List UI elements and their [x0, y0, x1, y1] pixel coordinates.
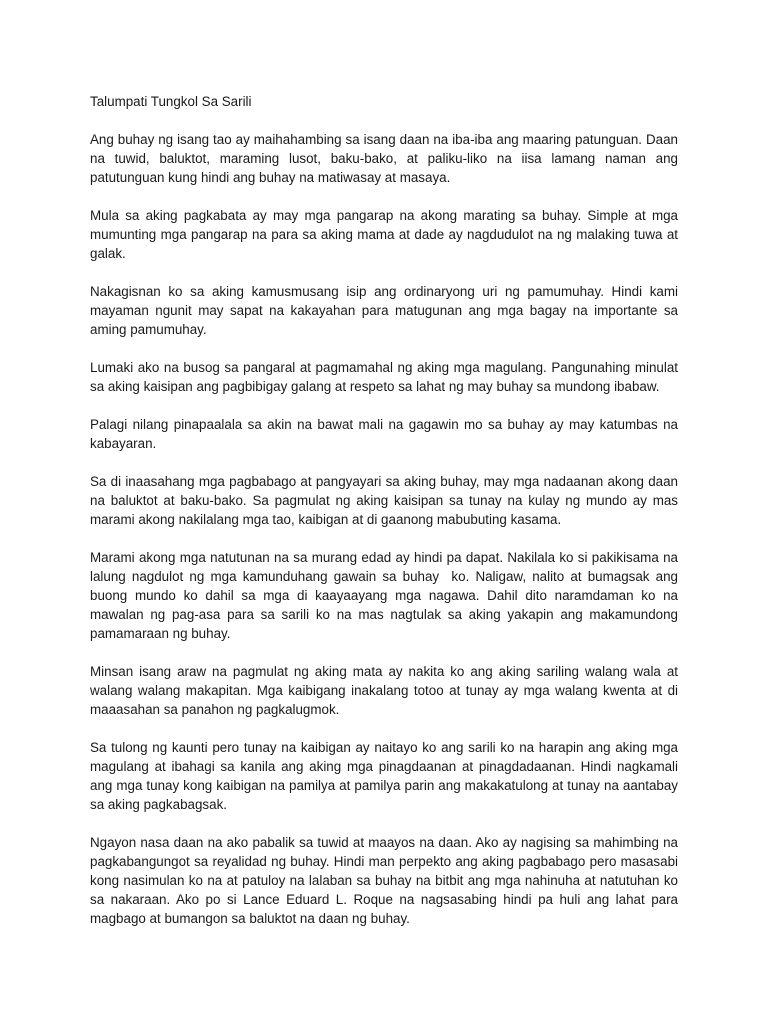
paragraph-2: Mula sa aking pagkabata ay may mga pangarap na akong marating sa buhay. Simple at mga mumunting mga pangarap na para sa aking mama at dade ay nagdudulot na ng malaking tuwa at galak. [90, 208, 682, 261]
paragraph-9: Sa tulong ng kaunti pero tunay na kaibigan ay naitayo ko ang sarili ko na harapin ang aking mga magulang at ibahagi sa kanila ang aking mga pinagdaanan at pinagdadaanan. Hindi nagkamali ang mga tunay kong kaibigan na pamilya at pamilya parin ang makakatulong at tunay na aantabay sa aking pagkabagsak. [90, 740, 682, 812]
paragraph-7: Marami akong mga natutunan na sa murang edad ay hindi pa dapat. Nakilala ko si pakikisama na lalung nagdulot ng mga kamunduhang gawain sa buhay ko. Naligaw, nalito at bumagsak ang buong mundo ko dahil sa mga di kaayaayang mga nagawa. Dahil dito naramdaman ko na mawalan ng pag-asa para sa sarili ko na mas nagtulak sa aking yakapin ang makamundong pamamaraan ng buhay. [90, 550, 682, 641]
document-title: Talumpati Tungkol Sa Sarili [90, 94, 252, 109]
paragraph-10: Ngayon nasa daan na ako pabalik sa tuwid at maayos na daan. Ako ay nagising sa mahimbing na pagkabangungot sa reyalidad ng buhay. Hindi man perpekto ang aking pagbabago pero masasabi kong nasimulan ko na at patuloy na lalaban sa buhay na bitbit ang mga nahinuha at natutuhan ko sa nakaraan. Ako po si Lance Eduard L. Roque na nagsasabing hindi pa huli ang lahat para magbago at bumangon sa baluktot na daan ng buhay. [90, 835, 682, 926]
paragraph-6: Sa di inaasahang mga pagbabago at pangyayari sa aking buhay, may mga nadaanan akong daan na baluktot at baku-bako. Sa pagmulat ng aking kaisipan sa tunay na kulay ng mundo ay mas marami akong nakilalang mga tao, kaibigan at di gaanong mabubuting kasama. [90, 474, 682, 527]
document-page [90, 92, 682, 947]
paragraph-8: Minsan isang araw na pagmulat ng aking mata ay nakita ko ang aking sariling walang wala at walang walang makapitan. Mga kaibigang inakalang totoo at tunay ay mga walang kwenta at di maaasahan sa panahon ng pagkalugmok. [90, 664, 682, 717]
paragraph-3: Nakagisnan ko sa aking kamusmusang isip ang ordinaryong uri ng pamumuhay. Hindi kami mayaman ngunit may sapat na kakayahan para matugunan ang mga bagay na importante sa aming pamumuhay. [90, 284, 682, 337]
paragraph-1: Ang buhay ng isang tao ay maihahambing sa isang daan na iba-iba ang maaring patunguan. Daan na tuwid, baluktot, maraming lusot, baku-bako, at paliku-liko na iisa lamang naman ang patutunguan kung hindi ang buhay na matiwasay at masaya. [90, 132, 682, 185]
paragraph-5: Palagi nilang pinapaalala sa akin na bawat mali na gagawin mo sa buhay ay may katumbas na kabayaran. [90, 417, 682, 451]
paragraph-4: Lumaki ako na busog sa pangaral at pagmamahal ng aking mga magulang. Pangunahing minulat sa aking kaisipan ang pagbibigay galang at respeto sa lahat ng may buhay sa mundong ibabaw. [90, 360, 682, 394]
